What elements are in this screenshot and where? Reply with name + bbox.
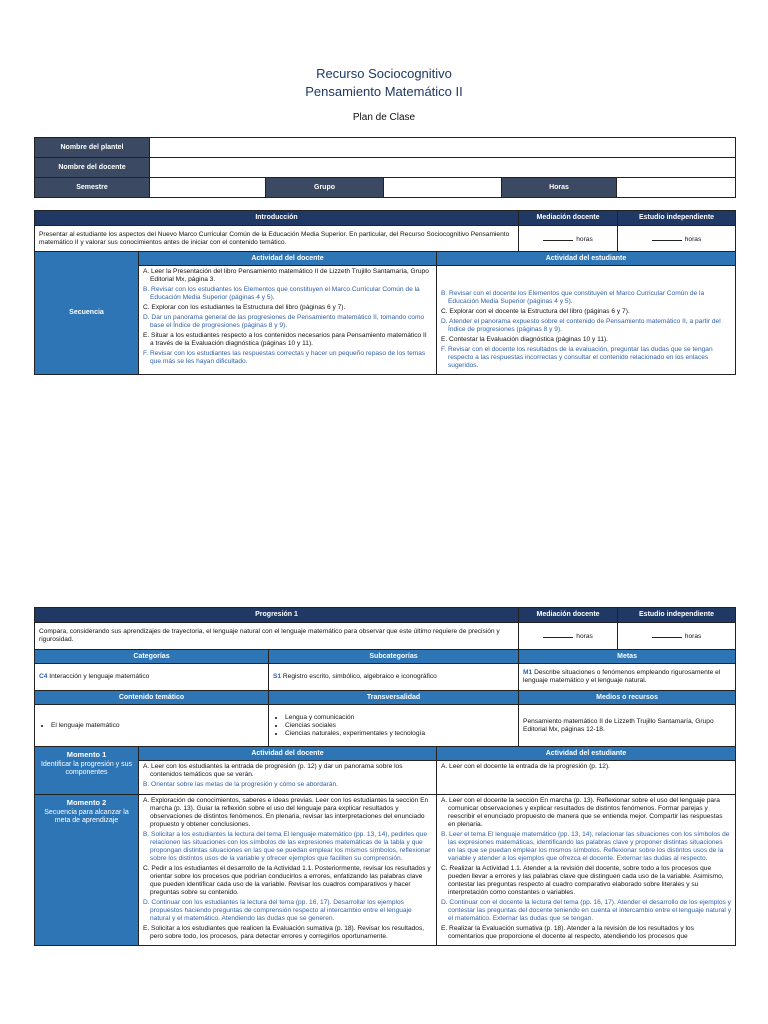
secuencia-label: Secuencia	[35, 252, 139, 375]
progression-header: Progresión 1	[35, 608, 519, 623]
docente-activity-item: D. Continuar con los estudiantes la lectura del tema (pp. 16, 17). Desarrollar los ejemplos propuestos haciendo preguntas de comprensión respecto al intercambio entre el lenguaje natural y el matemático. Atendiendo las dudas que se generen.	[143, 899, 412, 922]
plantel-label: Nombre del plantel	[35, 138, 150, 158]
estudiante-activity-item: A. Leer con el docente la entrada de la progresión (p. 12).	[441, 763, 610, 770]
docente-activity-item: B. Solicitar a los estudiantes la lectura del tema El lenguaje matemático (pp. 13, 14), pedirles que relacionen las situaciones con los símbolos de las expresiones matemáticas de la tabla y que propongan distintas situaciones en las que se puedan emplear los mismos símbolos, reflexionar sobre los distintos usos de la variable y ofrecer ejemplos que faciliten su comprensión.	[143, 831, 431, 862]
progression-description: Compara, considerando sus aprendizajes de trayectoria, el lenguaje natural con el lenguaje matemático para observar que este último requiere de precisión y rigurosidad.	[35, 623, 519, 650]
grupo-label: Grupo	[266, 178, 384, 198]
semestre-field[interactable]	[150, 178, 266, 198]
docente-activity-item: A. Leer la Presentación del libro Pensamiento matemático II de Lizzeth Trujillo Santamaría, Grupo Editorial Mx, página 3.	[143, 268, 429, 283]
docente-activities	[139, 266, 437, 375]
prog-actividad-estudiante-header: Actividad del estudiante	[437, 747, 736, 761]
document-page-2	[0, 560, 768, 1024]
contenido-header: Contenido temático	[35, 691, 269, 705]
docente-label: Nombre del docente	[35, 158, 150, 178]
transversalidad-item: • Ciencias sociales	[285, 722, 514, 730]
progression-table	[34, 607, 736, 946]
docente-field[interactable]	[150, 158, 736, 178]
intro-description: Presentar al estudiante los aspectos del Nuevo Marco Curricular Común de la Educación Media Superior. En particular, del Recurso Sociocognitivo Pensamiento matemático II y valorar sus conocimientos antes de iniciar con el contenido temático.	[35, 226, 519, 252]
transversalidad-header: Transversalidad	[269, 691, 519, 705]
prog-mediacion-hours[interactable]: horas	[519, 623, 618, 650]
docente-activity-item: D. Dar un panorama general de las progresiones de Pensamiento matemático II, tomando como base el Índice de progresiones (páginas 8 y 9).	[143, 314, 425, 329]
docente-activity-item: E. Solicitar a los estudiantes que realicen la Evaluación sumativa (p. 18). Revisar los resultados, pero sobre todo, los procesos, para detectar errores y corregirlos oportunamente.	[143, 925, 425, 940]
docente-activity-item: E. Situar a los estudiantes respecto a los contenidos necesarios para Pensamiento matemático II a través de la Evaluación diagnóstica (páginas 10 y 11).	[143, 332, 427, 347]
estudiante-activity-item: B. Revisar con el docente los Elementos que constituyen el Marco Curricular Común de la Educación Media Superior (páginas 4 y 5).	[441, 290, 705, 305]
subcategoria-cell: S1 Registro escrito, simbólico, algebraico e iconográfico	[269, 664, 519, 691]
estudio-header: Estudio independiente	[618, 211, 736, 226]
docente-activity-list	[143, 268, 432, 366]
estudiante-activity-item: C. Explorar con el docente la Estructura del libro (páginas 6 y 7).	[441, 308, 630, 315]
estudiante-activity-list	[441, 290, 731, 370]
grupo-field[interactable]	[384, 178, 502, 198]
horas-label: Horas	[502, 178, 617, 198]
docente-activity-item: C. Explorar con los estudiantes la Estructura del libro (páginas 6 y 7).	[143, 304, 346, 311]
estudiante-activity-item: D. Atender el panorama expuesto sobre el contenido de Pensamiento matemático II, a partir del Índice de progresiones (páginas 8 y 9).	[441, 318, 721, 333]
mediacion-header: Mediación docente	[519, 211, 618, 226]
mediacion-hours[interactable]: horas	[519, 226, 618, 252]
estudiante-activity-item: F. Revisar con el docente los resultados de la evaluación, preguntar las dudas que se tengan respecto a las respuestas incorrectas y consultar el contenido relacionado en los enlaces sugeridos.	[441, 346, 713, 369]
categorias-header: Categorías	[35, 650, 269, 664]
intro-header: Introducción	[35, 211, 519, 226]
momento-1-label: Momento 1 Identificar la progresión y sus componentes	[35, 747, 139, 795]
metas-header: Metas	[519, 650, 736, 664]
docente-activity-item: A. Leer con los estudiantes la entrada de progresión (p. 12) y dar un panorama sobre los contenidos temáticos que se verán.	[143, 763, 403, 778]
document-title: Recurso Sociocognitivo	[316, 66, 452, 81]
m2-estudiante-cell	[437, 795, 736, 946]
estudiante-activity-item: C. Realizar la Actividad 1.1. Atender a la revisión del docente, sobre todo a los procesos que pueden llevar a errores y las palabras clave que distinguen cada uso de la variable. Asimismo, contestar las preguntas respecto al cuadro comparativo elaborado sobre literales y su interpretación como constantes o variables.	[441, 865, 724, 896]
prog-estudio-hours[interactable]: horas	[618, 623, 736, 650]
m2-docente-cell	[139, 795, 437, 946]
prog-mediacion-header: Mediación docente	[519, 608, 618, 623]
docente-activity-item: B. Orientar sobre las metas de la progresión y cómo se abordarán.	[143, 781, 338, 788]
categoria-cell: C4 Interacción y lenguaje matemático	[35, 664, 269, 691]
m1-estudiante-cell	[437, 761, 736, 795]
actividad-estudiante-header: Actividad del estudiante	[437, 252, 736, 266]
subcategorias-header: Subcategorías	[269, 650, 519, 664]
transversalidad-cell	[269, 705, 519, 747]
estudiante-activity-item: E. Realizar la Evaluación sumativa (p. 18). Atender a la revisión de los resultados y los comentarios que proporcione el docente al respecto, atendiendo los procesos que	[441, 925, 694, 940]
horas-field[interactable]	[617, 178, 736, 198]
docente-activity-item: B. Revisar con los estudiantes los Elementos que constituyen el Marco Curricular Común de la Educación Media Superior (páginas 4 y 5).	[143, 286, 420, 301]
prog-estudio-header: Estudio independiente	[618, 608, 736, 623]
estudiante-activity-item: A. Leer con el docente la sección En marcha (p. 13). Reflexionar sobre el uso del lenguaje para comunicar observaciones y explicar resultados de distintos fenómenos. Formar parejas y reescribir el enunciado propuesto de manera que se entienda mejor. Compartir las respuestas en plenaria.	[441, 797, 723, 828]
medios-cell: Pensamiento matemático II de Lizzeth Trujillo Santamaría, Grupo Editorial Mx, páginas 12-18.	[519, 705, 736, 747]
teacher-info-table	[34, 137, 736, 198]
prog-actividad-docente-header: Actividad del docente	[139, 747, 437, 761]
transversalidad-item: • Lengua y comunicación	[285, 714, 514, 722]
momento-2-label: Momento 2 Secuencia para alcanzar la meta de aprendizaje	[35, 795, 139, 946]
estudio-hours[interactable]: horas	[618, 226, 736, 252]
docente-activity-item: F. Revisar con los estudiantes las respuestas correctas y hacer un pequeño repaso de los temas que más se les hayan dificultado.	[143, 350, 426, 365]
actividad-docente-header: Actividad del docente	[139, 252, 437, 266]
estudiante-activity-item: B. Leer el tema El lenguaje matemático (pp. 13, 14), relacionar las situaciones con los símbolos de las expresiones matemáticas, identificando las palabras clave y proponer distintas situaciones en las que se puedan emplear los mismos símbolos. Reflexionar sobre los distintos usos de la variable y atender a los ejemplos que ofrezca el docente. Externar las dudas al respecto.	[441, 831, 730, 862]
docente-activity-item: C. Pedir a los estudiantes el desarrollo de la Actividad 1.1. Posteriormente, revisar los resultados y orientar sobre los procesos que podrían conducirlos a errores, enfatizando las palabras clave que pueden identificar cada uso de la variable. Revisar los cuadros comparativos y hacer preguntas sobre su contenido.	[143, 865, 431, 896]
m1-docente-cell	[139, 761, 437, 795]
contenido-cell: • El lenguaje matemático	[35, 705, 269, 747]
estudiante-activity-item: D. Continuar con el docente la lectura del tema (pp. 16, 17). Atender el desarrollo de los ejemplos y contestar las preguntas del docente teniendo en cuenta el intercambio entre el lenguaje natural y el matemático. Externar las dudas que se tengan.	[441, 899, 731, 922]
docente-activity-item: A. Exploración de conocimientos, saberes e ideas previas. Leer con los estudiantes la sección En marcha (p. 13). Guiar la reflexión sobre el uso del lenguaje para explicar resultados y observaciones de distintos fenómenos. En plenaria, revisar las interpretaciones del enunciado propuesto y obtener conclusiones.	[143, 797, 429, 828]
semestre-label: Semestre	[35, 178, 150, 198]
plan-label: Plan de Clase	[352, 112, 416, 123]
meta-cell: M1 Describe situaciones o fenómenos empleando rigurosamente el lenguaje matemático y el lenguaje natural.	[519, 664, 736, 691]
estudiante-activity-item: E. Contestar la Evaluación diagnóstica (páginas 10 y 11).	[441, 336, 609, 343]
transversalidad-item: • Ciencias naturales, experimentales y tecnología	[285, 730, 514, 738]
plantel-field[interactable]	[150, 138, 736, 158]
document-subtitle: Pensamiento Matemático II	[305, 84, 463, 99]
intro-table	[34, 210, 736, 375]
medios-header: Medios o recursos	[519, 691, 736, 705]
estudiante-activities	[437, 266, 736, 375]
